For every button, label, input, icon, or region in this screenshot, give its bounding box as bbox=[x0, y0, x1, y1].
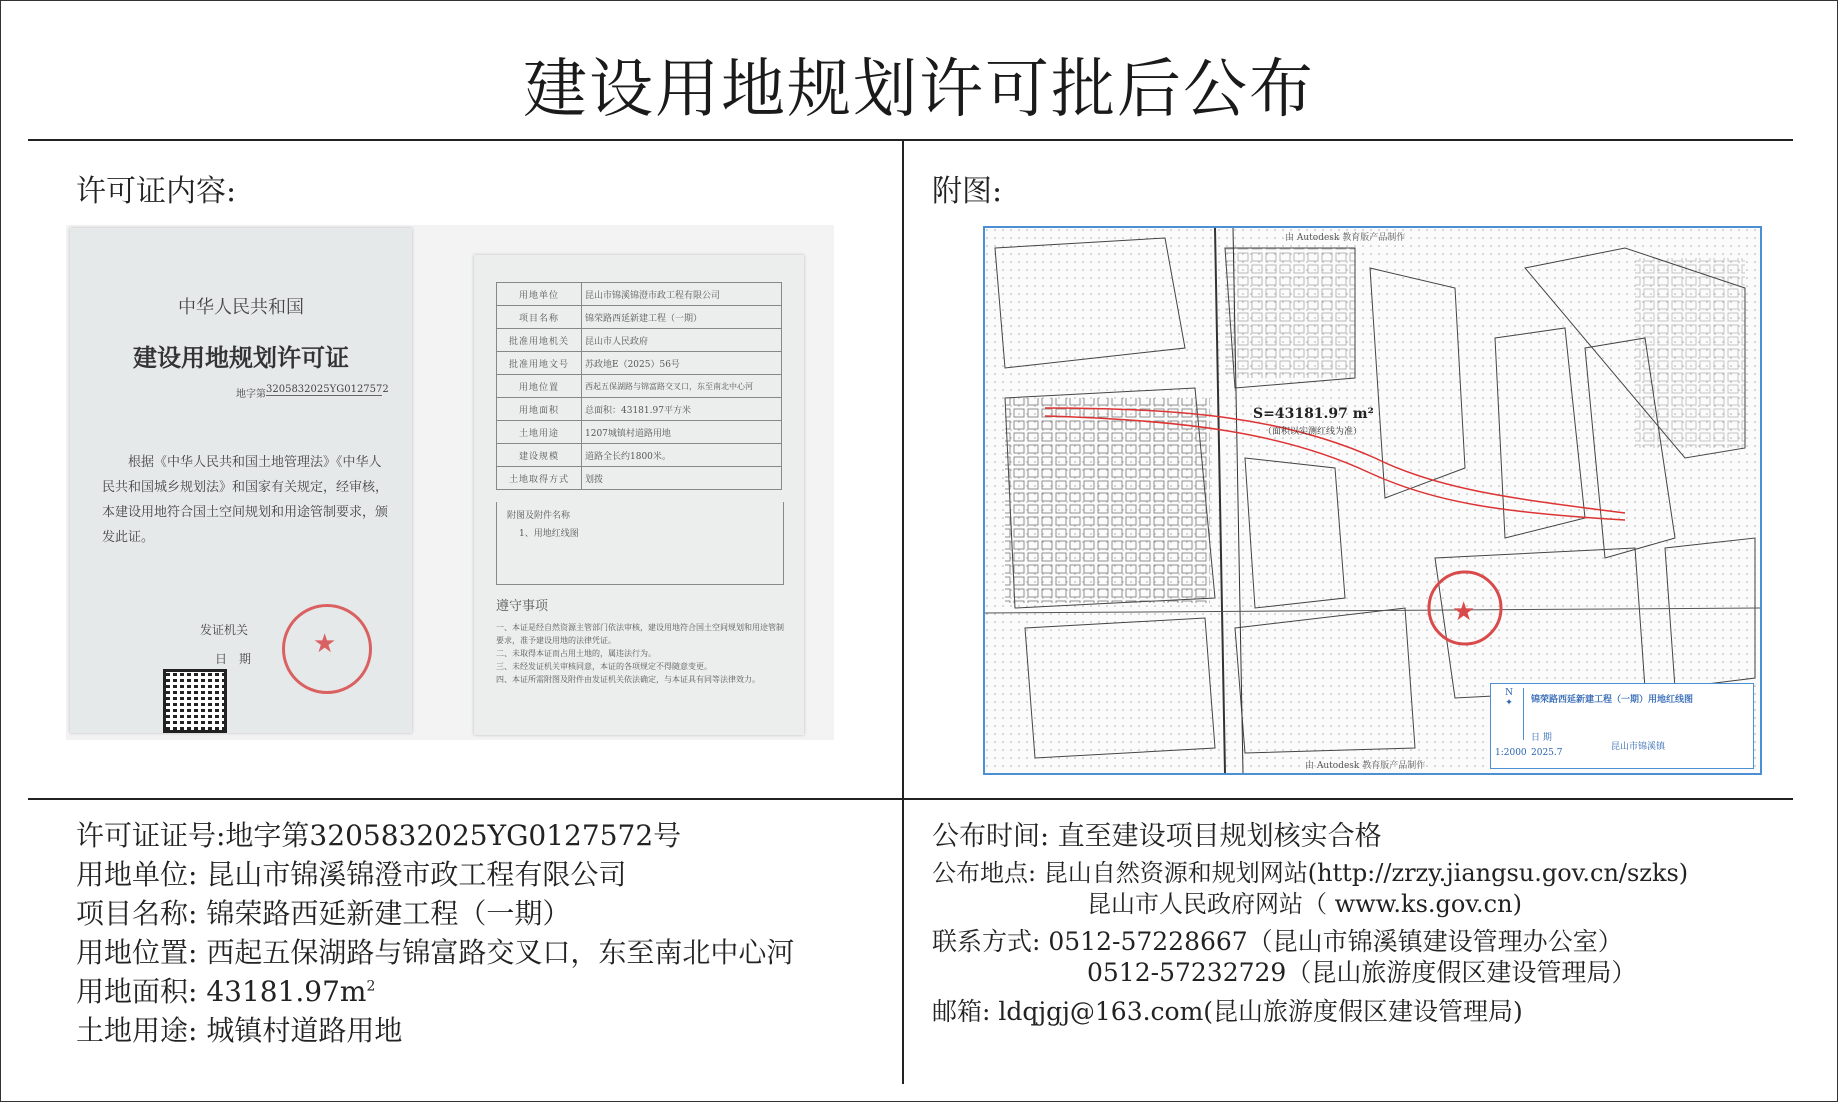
rule-item: 三、未经发证机关审核同意，本证的各项规定不得随意变更。 bbox=[496, 662, 712, 671]
divider-middle bbox=[28, 798, 1793, 800]
rule-item: 一、本证是经自然资源主管部门依法审核，建设用地符合国土空间规划和用途管制要求，准予建设用地的法律凭证。 bbox=[496, 623, 784, 645]
land-usage: 土地用途: 城镇村道路用地 bbox=[76, 1014, 403, 1047]
map-area-label: S=43181.97 m² bbox=[1253, 406, 1374, 422]
contact-phone-2: 0512-57232729（昆山旅游度假区建设管理局） bbox=[1087, 958, 1637, 987]
land-unit: 用地单位: 昆山市锦溪锦澄市政工程有限公司 bbox=[76, 858, 627, 891]
map-seal-star-icon: ★ bbox=[1452, 597, 1476, 627]
rules-section bbox=[496, 600, 786, 686]
certificate-date-label: 日 期 bbox=[215, 652, 252, 666]
table-row: 土地取得方式 划拨 bbox=[497, 467, 782, 490]
attachments-box bbox=[496, 502, 784, 585]
attachments-label: 附图及附件名称 bbox=[507, 511, 571, 521]
seal-star-icon: ★ bbox=[313, 629, 337, 659]
rule-item: 四、本证所需附图及附件由发证机关依法确定，与本证具有同等法律效力。 bbox=[496, 675, 760, 684]
certificate-name: 建设用地规划许可证 bbox=[133, 343, 349, 372]
rule-item: 二、未取得本证而占用土地的，属违法行为。 bbox=[496, 649, 656, 658]
legend-place: 昆山市锦溪镇 bbox=[1611, 742, 1666, 752]
north-label: N bbox=[1505, 688, 1513, 698]
divider-vertical bbox=[902, 140, 904, 1084]
publish-time: 公布时间: 直至建设项目规划核实合格 bbox=[932, 821, 1382, 852]
table-row: 建设规模 道路全长约1800米。 bbox=[497, 444, 782, 467]
table-row: 用地单位 昆山市锦溪锦澄市政工程有限公司 bbox=[497, 283, 782, 306]
land-location: 用地位置: 西起五保湖路与锦富路交叉口，东至南北中心河 bbox=[76, 936, 795, 969]
table-row: 用地位置 西起五保湖路与锦富路交叉口，东至南北中心河 bbox=[497, 375, 782, 398]
permit-content-label: 许可证内容: bbox=[76, 174, 237, 209]
project-name: 项目名称: 锦荣路西延新建工程（一期） bbox=[76, 897, 571, 930]
certificate-country: 中华人民共和国 bbox=[178, 297, 304, 318]
legend-date-label: 日 期 bbox=[1531, 733, 1552, 743]
certificate-issuer-label: 发证机关 bbox=[200, 623, 249, 637]
contact-phone-1: 联系方式: 0512-57228667（昆山市锦溪镇建设管理办公室） bbox=[932, 927, 1623, 956]
legend-scale: 1:2000 bbox=[1495, 748, 1527, 758]
certificate-number-prefix: 地字第 bbox=[236, 389, 266, 400]
north-arrow-icon: N ✦ bbox=[1495, 688, 1524, 740]
site-map bbox=[983, 226, 1762, 775]
map-watermark-top: 由 Autodesk 教育版产品制作 bbox=[1285, 233, 1406, 243]
legend-date: 2025.7 bbox=[1531, 748, 1563, 758]
page-title: 建设用地规划许可批后公布 bbox=[523, 53, 1315, 127]
publish-place: 公布地点: 昆山自然资源和规划网站(http://zrzy.jiangsu.gov.cn/szks) bbox=[932, 859, 1689, 887]
rules-title: 遵守事项 bbox=[496, 599, 549, 614]
land-area: 用地面积: $43181.97m^2$ bbox=[76, 975, 376, 1008]
map-watermark-bottom: 由 Autodesk 教育版产品制作 bbox=[1305, 761, 1426, 771]
table-row: 用地面积 总面积：43181.97平方米 bbox=[497, 398, 782, 421]
permit-number: 许可证证号:地字第3205832025YG0127572号 bbox=[76, 819, 682, 852]
certificate-info-table bbox=[496, 282, 782, 490]
legend-title: 锦荣路西延新建工程（一期）用地红线图 bbox=[1531, 695, 1694, 705]
attachment-item: 1、用地红线图 bbox=[519, 529, 579, 539]
certificate-body: 根据《中华人民共和国土地管理法》《中华人民共和国城乡规划法》和国家有关规定，经审核，本建设用地符合国土空间规划和用途管制要求，颁发此证。 bbox=[102, 455, 389, 545]
official-seal bbox=[282, 604, 372, 694]
table-row: 批准用地机关 昆山市人民政府 bbox=[497, 329, 782, 352]
table-row: 项目名称 锦荣路西延新建工程（一期） bbox=[497, 306, 782, 329]
table-row: 批准用地文号 苏政地E（2025）56号 bbox=[497, 352, 782, 375]
divider-top bbox=[28, 139, 1793, 141]
certificate-number: 3205832025YG0127572 bbox=[266, 384, 389, 395]
publish-place-gov: 昆山市人民政府网站（ www.ks.gov.cn) bbox=[1087, 890, 1522, 918]
map-area-note: （面积以实测红线为准） bbox=[1263, 427, 1363, 437]
table-row: 土地用途 1207城镇村道路用地 bbox=[497, 421, 782, 444]
email: 邮箱: ldqjgj@163.com(昆山旅游度假区建设管理局) bbox=[932, 997, 1523, 1026]
map-legend bbox=[1490, 683, 1754, 769]
qr-code bbox=[163, 669, 227, 733]
attachment-label: 附图: bbox=[932, 174, 1003, 209]
